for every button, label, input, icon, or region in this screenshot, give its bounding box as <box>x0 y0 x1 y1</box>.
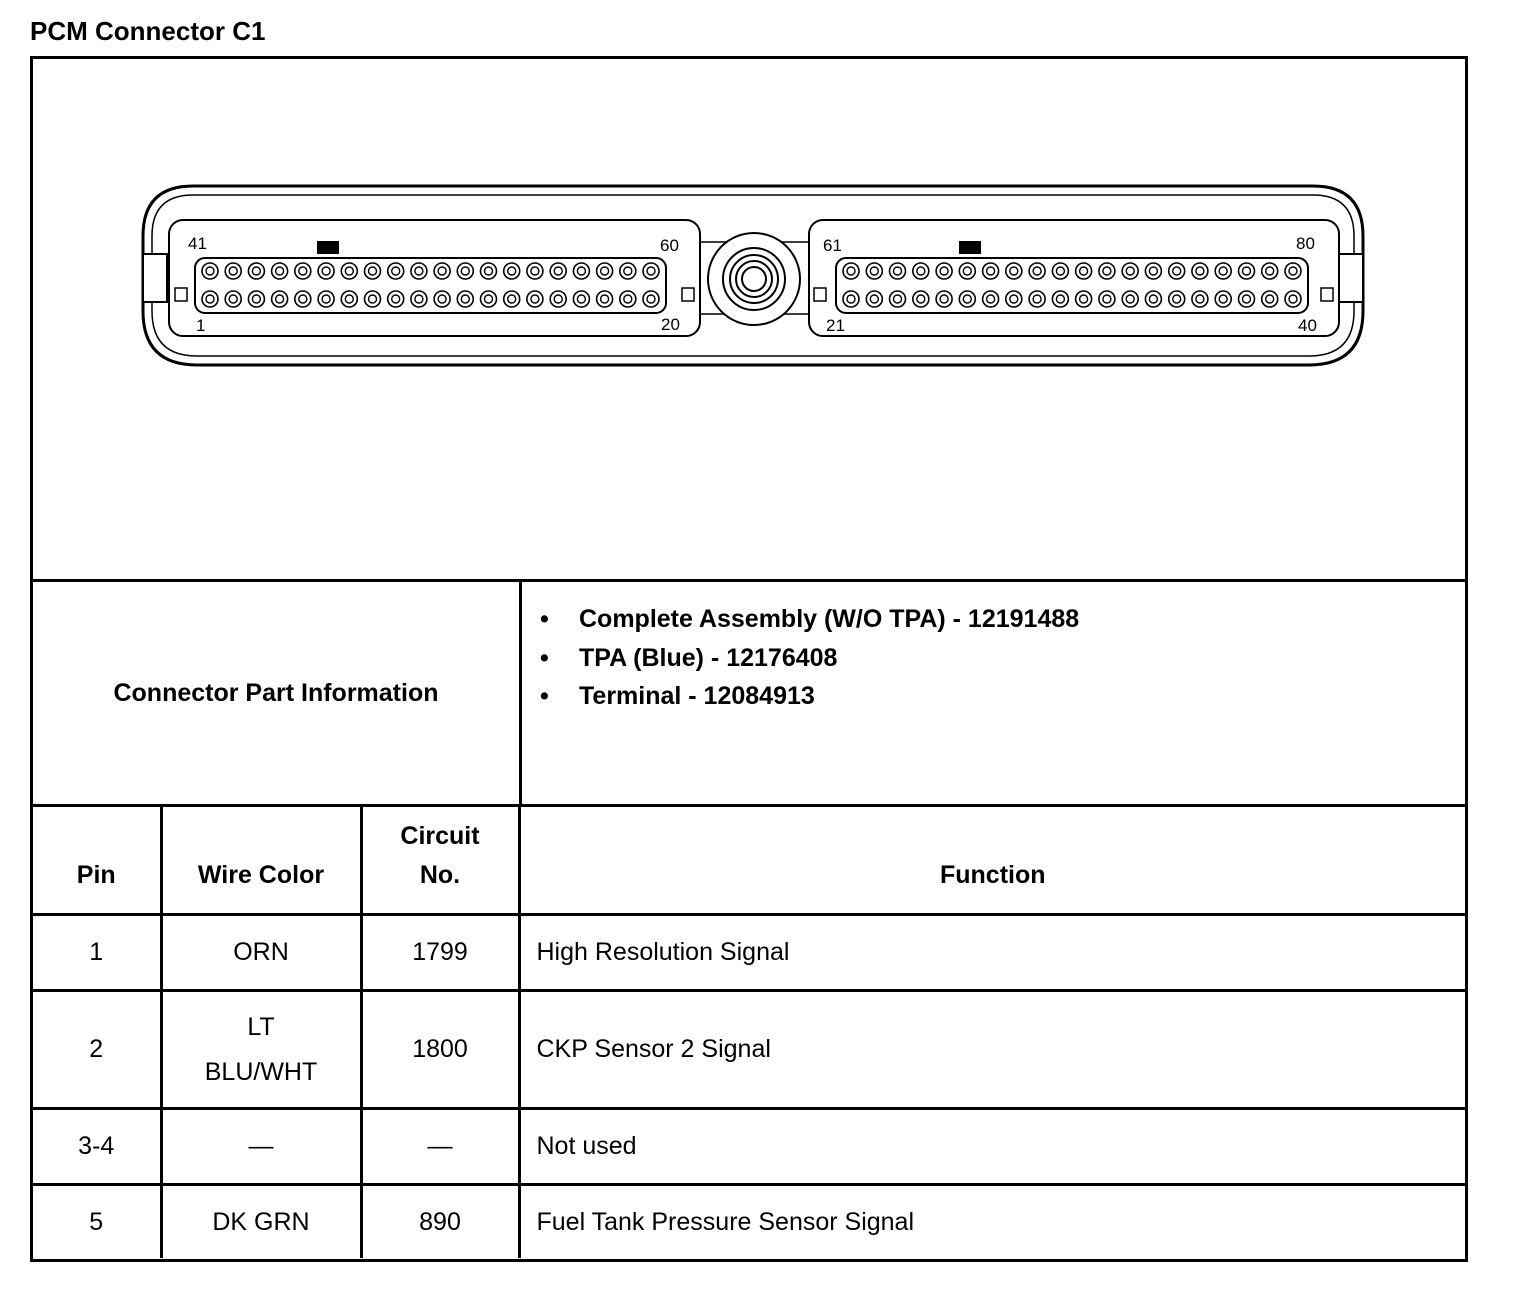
pin-terminal <box>341 291 357 307</box>
pin-terminal <box>248 291 264 307</box>
table-row <box>33 1185 1465 1259</box>
pin-terminal <box>365 291 381 307</box>
table-header-row <box>33 807 1465 915</box>
pin-terminal <box>1052 263 1068 279</box>
pin-terminal <box>1285 291 1301 307</box>
connector-info-label: Connector Part Information <box>33 582 522 804</box>
right-cavity-tab-r <box>1321 288 1333 301</box>
pin-terminal <box>527 263 543 279</box>
pin-terminal <box>573 291 589 307</box>
pin-terminal <box>527 291 543 307</box>
left-cavity-tab-r <box>682 288 694 301</box>
cell-pin: 5 <box>33 1185 161 1259</box>
connector-part-list <box>522 600 1079 716</box>
pin-terminal <box>1145 291 1161 307</box>
pin-terminal <box>365 263 381 279</box>
pin-terminal <box>1006 263 1022 279</box>
pin-terminal <box>1122 263 1138 279</box>
pin-terminal <box>388 263 404 279</box>
cell-wire-color: DK GRN <box>161 1185 361 1259</box>
right-key <box>959 241 981 254</box>
pin-terminal <box>1215 263 1231 279</box>
pin-terminal <box>983 291 999 307</box>
table-row <box>33 1109 1465 1185</box>
cell-function: Fuel Tank Pressure Sensor Signal <box>519 1185 1465 1259</box>
pin-terminal <box>481 263 497 279</box>
cell-function: CKP Sensor 2 Signal <box>519 991 1465 1109</box>
header-circuit: Circuit No. <box>361 807 519 915</box>
pin-terminal <box>1076 263 1092 279</box>
pin-terminal <box>573 263 589 279</box>
header-function: Function <box>519 807 1465 915</box>
pin-label-1: 1 <box>196 316 206 335</box>
pin-terminal <box>890 291 906 307</box>
pin-terminal <box>550 291 566 307</box>
pin-terminal <box>1006 291 1022 307</box>
pin-terminal <box>318 291 334 307</box>
connector-diagram <box>33 59 1465 579</box>
pin-terminal <box>1099 263 1115 279</box>
right-latch <box>1339 254 1363 302</box>
pin-terminal <box>318 263 334 279</box>
pin-label-20: 20 <box>661 315 680 334</box>
pin-terminal <box>272 291 288 307</box>
pin-terminal <box>504 263 520 279</box>
pin-table <box>33 807 1465 1258</box>
cell-circuit: 890 <box>361 1185 519 1259</box>
header-wire-color: Wire Color <box>161 807 361 915</box>
connector-diagram-cell <box>33 59 1465 582</box>
pin-terminal <box>1239 291 1255 307</box>
pin-terminal <box>1262 263 1278 279</box>
pin-terminal <box>913 263 929 279</box>
pin-label-80: 80 <box>1296 234 1315 253</box>
pin-terminal <box>597 291 613 307</box>
cell-pin: 2 <box>33 991 161 1109</box>
page-title: PCM Connector C1 <box>30 16 266 46</box>
cell-pin: 1 <box>33 915 161 991</box>
pin-terminal <box>225 291 241 307</box>
pin-terminal <box>341 263 357 279</box>
pin-terminal <box>1029 291 1045 307</box>
pin-label-61: 61 <box>823 236 842 255</box>
pin-terminal <box>1052 291 1068 307</box>
connector-sheet <box>30 56 1468 1262</box>
pin-terminal <box>1122 291 1138 307</box>
left-cavity <box>169 220 700 336</box>
pin-terminal <box>481 291 497 307</box>
cell-wire-color: ORN <box>161 915 361 991</box>
part-item-tpa: • TPA (Blue) - 12176408 <box>522 639 1079 678</box>
pin-terminal <box>1285 263 1301 279</box>
pin-terminal <box>457 291 473 307</box>
pin-label-41: 41 <box>188 234 207 253</box>
pin-label-40: 40 <box>1298 316 1317 335</box>
pin-terminal <box>1262 291 1278 307</box>
cell-wire-color: LT BLU/WHT <box>161 991 361 1109</box>
cell-function: High Resolution Signal <box>519 915 1465 991</box>
pin-terminal <box>936 291 952 307</box>
pin-terminal <box>620 291 636 307</box>
pin-terminal <box>843 291 859 307</box>
cell-function: Not used <box>519 1109 1465 1185</box>
pin-terminal <box>597 263 613 279</box>
cell-circuit: — <box>361 1109 519 1185</box>
left-latch <box>143 254 167 302</box>
pin-terminal <box>843 263 859 279</box>
header-pin: Pin <box>33 807 161 915</box>
pin-terminal <box>272 263 288 279</box>
pin-terminal <box>1145 263 1161 279</box>
pin-terminal <box>202 291 218 307</box>
pin-terminal <box>983 263 999 279</box>
pin-terminal <box>1169 291 1185 307</box>
pin-terminal <box>202 263 218 279</box>
pin-terminal <box>913 291 929 307</box>
pin-terminal <box>1099 291 1115 307</box>
pin-label-21: 21 <box>826 316 845 335</box>
pin-terminal <box>295 263 311 279</box>
pin-terminal <box>890 263 906 279</box>
pin-terminal <box>457 263 473 279</box>
right-cavity <box>809 220 1339 336</box>
pin-terminal <box>643 263 659 279</box>
pin-terminal <box>1029 263 1045 279</box>
pin-terminal <box>411 263 427 279</box>
pin-terminal <box>434 291 450 307</box>
pin-terminal <box>1215 291 1231 307</box>
pin-terminal <box>248 263 264 279</box>
pin-terminal <box>1169 263 1185 279</box>
pin-terminal <box>866 291 882 307</box>
part-item-assembly: • Complete Assembly (W/O TPA) - 12191488 <box>522 600 1079 639</box>
pin-terminal <box>643 291 659 307</box>
pin-terminal <box>504 291 520 307</box>
pin-terminal <box>434 263 450 279</box>
pin-terminal <box>866 263 882 279</box>
cell-wire-color: — <box>161 1109 361 1185</box>
pin-label-60: 60 <box>660 236 679 255</box>
pin-terminal <box>1192 291 1208 307</box>
pin-terminal <box>1192 263 1208 279</box>
pin-terminal <box>411 291 427 307</box>
cell-circuit: 1799 <box>361 915 519 991</box>
pin-terminal <box>1076 291 1092 307</box>
pin-terminal <box>1239 263 1255 279</box>
pin-terminal <box>959 263 975 279</box>
left-cavity-tab-l <box>175 288 187 301</box>
right-pin-block <box>836 258 1308 313</box>
right-cavity-tab-l <box>814 288 826 301</box>
part-item-terminal: • Terminal - 12084913 <box>522 677 1079 716</box>
left-pin-block <box>195 258 666 313</box>
pin-terminal <box>225 263 241 279</box>
connector-info-row <box>33 582 1465 807</box>
pin-terminal <box>550 263 566 279</box>
center-bolt-outer <box>708 233 800 325</box>
pin-terminal <box>936 263 952 279</box>
pin-terminal <box>959 291 975 307</box>
pin-terminal <box>620 263 636 279</box>
pin-terminal <box>295 291 311 307</box>
cell-circuit: 1800 <box>361 991 519 1109</box>
table-row <box>33 991 1465 1109</box>
left-key <box>317 241 339 254</box>
cell-pin: 3-4 <box>33 1109 161 1185</box>
pin-terminal <box>388 291 404 307</box>
table-row <box>33 915 1465 991</box>
